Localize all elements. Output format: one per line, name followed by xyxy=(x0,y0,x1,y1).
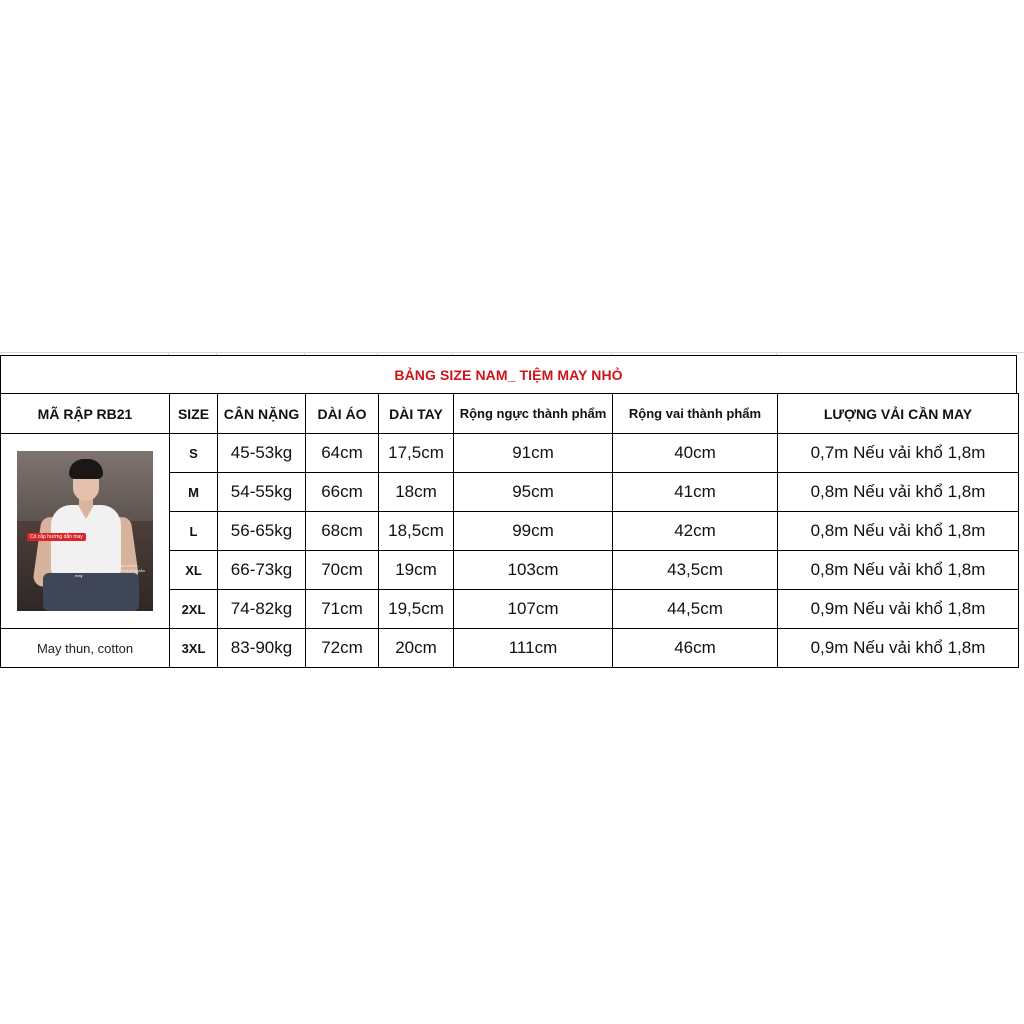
product-photo xyxy=(17,451,153,611)
header-chest: Rộng ngực thành phẩm xyxy=(454,394,613,434)
photo-caption: RB21- Rập gấp may áo thun cổ tim Size : S-3XL Tiệm may nhỏ Hướng dẫn may xyxy=(75,563,145,578)
size-cell: L xyxy=(170,512,218,551)
fabric-cell: 0,9m Nếu vải khổ 1,8m xyxy=(778,629,1019,668)
sleeve-cell: 19cm xyxy=(379,551,454,590)
sleeve-cell: 18,5cm xyxy=(379,512,454,551)
fabric-cell: 0,8m Nếu vải khổ 1,8m xyxy=(778,473,1019,512)
fabric-cell: 0,8m Nếu vải khổ 1,8m xyxy=(778,512,1019,551)
sleeve-cell: 19,5cm xyxy=(379,590,454,629)
size-cell: 2XL xyxy=(170,590,218,629)
page-title: BẢNG SIZE NAM_ TIỆM MAY NHỎ xyxy=(394,366,623,383)
sleeve-cell: 17,5cm xyxy=(379,434,454,473)
size-cell: XL xyxy=(170,551,218,590)
chest-cell: 99cm xyxy=(454,512,613,551)
size-chart-sheet xyxy=(0,352,1024,672)
chest-cell: 107cm xyxy=(454,590,613,629)
fabric-cell: 0,9m Nếu vải khổ 1,8m xyxy=(778,590,1019,629)
header-row xyxy=(1,394,1019,434)
weight-cell: 74-82kg xyxy=(218,590,306,629)
title-row xyxy=(0,355,1017,394)
header-length: DÀI ÁO xyxy=(306,394,379,434)
fabric-cell: 0,8m Nếu vải khổ 1,8m xyxy=(778,551,1019,590)
size-cell: M xyxy=(170,473,218,512)
shoulder-cell: 41cm xyxy=(613,473,778,512)
length-cell: 64cm xyxy=(306,434,379,473)
grid-line xyxy=(0,352,1024,353)
shoulder-cell: 44,5cm xyxy=(613,590,778,629)
length-cell: 71cm xyxy=(306,590,379,629)
table-row xyxy=(1,434,1019,473)
weight-cell: 45-53kg xyxy=(218,434,306,473)
weight-cell: 83-90kg xyxy=(218,629,306,668)
chest-cell: 103cm xyxy=(454,551,613,590)
fabric-note: May thun, cotton xyxy=(1,629,170,668)
length-cell: 66cm xyxy=(306,473,379,512)
fabric-cell: 0,7m Nếu vải khổ 1,8m xyxy=(778,434,1019,473)
sleeve-cell: 18cm xyxy=(379,473,454,512)
header-pattern-code: MÃ RẬP RB21 xyxy=(1,394,170,434)
weight-cell: 66-73kg xyxy=(218,551,306,590)
header-size: SIZE xyxy=(170,394,218,434)
chest-cell: 91cm xyxy=(454,434,613,473)
header-fabric-amount: LƯỢNG VẢI CẦN MAY xyxy=(778,394,1019,434)
shoulder-cell: 43,5cm xyxy=(613,551,778,590)
header-sleeve: DÀI TAY xyxy=(379,394,454,434)
size-cell: S xyxy=(170,434,218,473)
length-cell: 70cm xyxy=(306,551,379,590)
photo-badge: Có cắp hướng dẫn may xyxy=(27,533,86,541)
length-cell: 68cm xyxy=(306,512,379,551)
table-row xyxy=(1,629,1019,668)
sleeve-cell: 20cm xyxy=(379,629,454,668)
chest-cell: 111cm xyxy=(454,629,613,668)
header-shoulder: Rộng vai thành phẩm xyxy=(613,394,778,434)
chest-cell: 95cm xyxy=(454,473,613,512)
size-table xyxy=(0,393,1019,668)
weight-cell: 56-65kg xyxy=(218,512,306,551)
weight-cell: 54-55kg xyxy=(218,473,306,512)
size-cell: 3XL xyxy=(170,629,218,668)
shoulder-cell: 46cm xyxy=(613,629,778,668)
header-weight: CÂN NẶNG xyxy=(218,394,306,434)
product-photo-cell xyxy=(1,434,170,629)
shoulder-cell: 42cm xyxy=(613,512,778,551)
shoulder-cell: 40cm xyxy=(613,434,778,473)
length-cell: 72cm xyxy=(306,629,379,668)
